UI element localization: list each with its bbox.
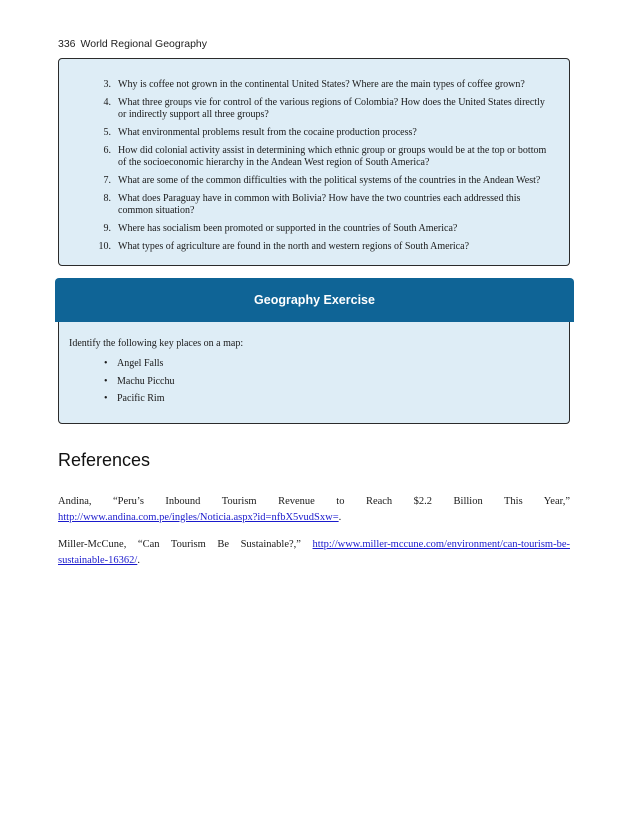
question-text: Where has socialism been promoted or supported in the countries of South America? [118, 223, 458, 234]
book-title: World Regional Geography [80, 38, 207, 50]
question-number: 4. [103, 97, 111, 108]
question-number: 9. [103, 223, 111, 234]
geography-exercise-title: Geography Exercise [55, 278, 574, 322]
key-place-name: Machu Picchu [117, 375, 175, 387]
question-item [59, 127, 569, 139]
question-item [59, 175, 569, 187]
question-number: 3. [103, 79, 111, 90]
question-number: 10. [98, 241, 111, 252]
key-place-item [0, 376, 630, 388]
question-text: What does Paraguay have in common with Bolivia? How have the two countries each addressed this common situation? [118, 193, 521, 216]
question-text: Why is coffee not grown in the continental United States? Where are the main types of coffee grown? [118, 79, 525, 90]
review-questions-list [59, 79, 569, 259]
question-text: What types of agriculture are found in the north and western regions of South America? [118, 241, 470, 252]
question-item [59, 97, 569, 121]
running-header [58, 38, 207, 50]
reference-citation: Miller-McCune, “Can Tourism Be Sustainable?,” [58, 539, 313, 550]
question-number: 5. [103, 127, 111, 138]
key-places-list [0, 358, 630, 411]
question-item [59, 79, 569, 91]
reference-entry [58, 537, 570, 569]
key-place-name: Pacific Rim [117, 393, 165, 404]
question-number: 7. [103, 175, 111, 186]
key-place-name: Angel Falls [117, 358, 164, 369]
question-text: What three groups vie for control of the various regions of Colombia? How does the United States directly or indirectly support all three groups? [118, 97, 545, 120]
reference-link[interactable]: http://www.miller-mccune.com/environment/can-tourism-be-sustainable-16362/ [58, 539, 570, 566]
geography-exercise-intro: Identify the following key places on a map: [69, 338, 244, 349]
key-place-item [0, 393, 630, 405]
bullet-icon: • [104, 358, 108, 369]
question-item [59, 145, 569, 169]
page-number: 336 [58, 38, 76, 50]
reference-link[interactable]: http://www.andina.com.pe/ingles/Noticia.aspx?id=nfbX5vudSxw= [58, 512, 339, 523]
review-questions-box [58, 58, 570, 266]
question-number: 8. [103, 193, 111, 204]
question-number: 6. [103, 145, 111, 156]
reference-entry [58, 494, 570, 526]
bullet-icon: • [104, 375, 108, 387]
key-place-item [0, 358, 630, 370]
references-heading: References [58, 450, 151, 470]
question-text: What are some of the common difficulties with the political systems of the countries in the Andean West? [118, 175, 541, 186]
reference-end: . [137, 555, 140, 566]
reference-citation: Andina, “Peru’s Inbound Tourism Revenue to Reach $2.2 Billion This Year,” [58, 496, 570, 507]
reference-end: . [338, 512, 342, 523]
question-text: What environmental problems result from the cocaine production process? [118, 127, 417, 138]
question-text: How did colonial activity assist in determining which ethnic group or groups would be at the top or bottom of the socioeconomic hierarchy in the Andean West region of South America? [118, 145, 547, 168]
question-item [59, 223, 569, 235]
question-item [59, 193, 569, 217]
bullet-icon: • [104, 393, 108, 404]
question-item [59, 241, 569, 253]
